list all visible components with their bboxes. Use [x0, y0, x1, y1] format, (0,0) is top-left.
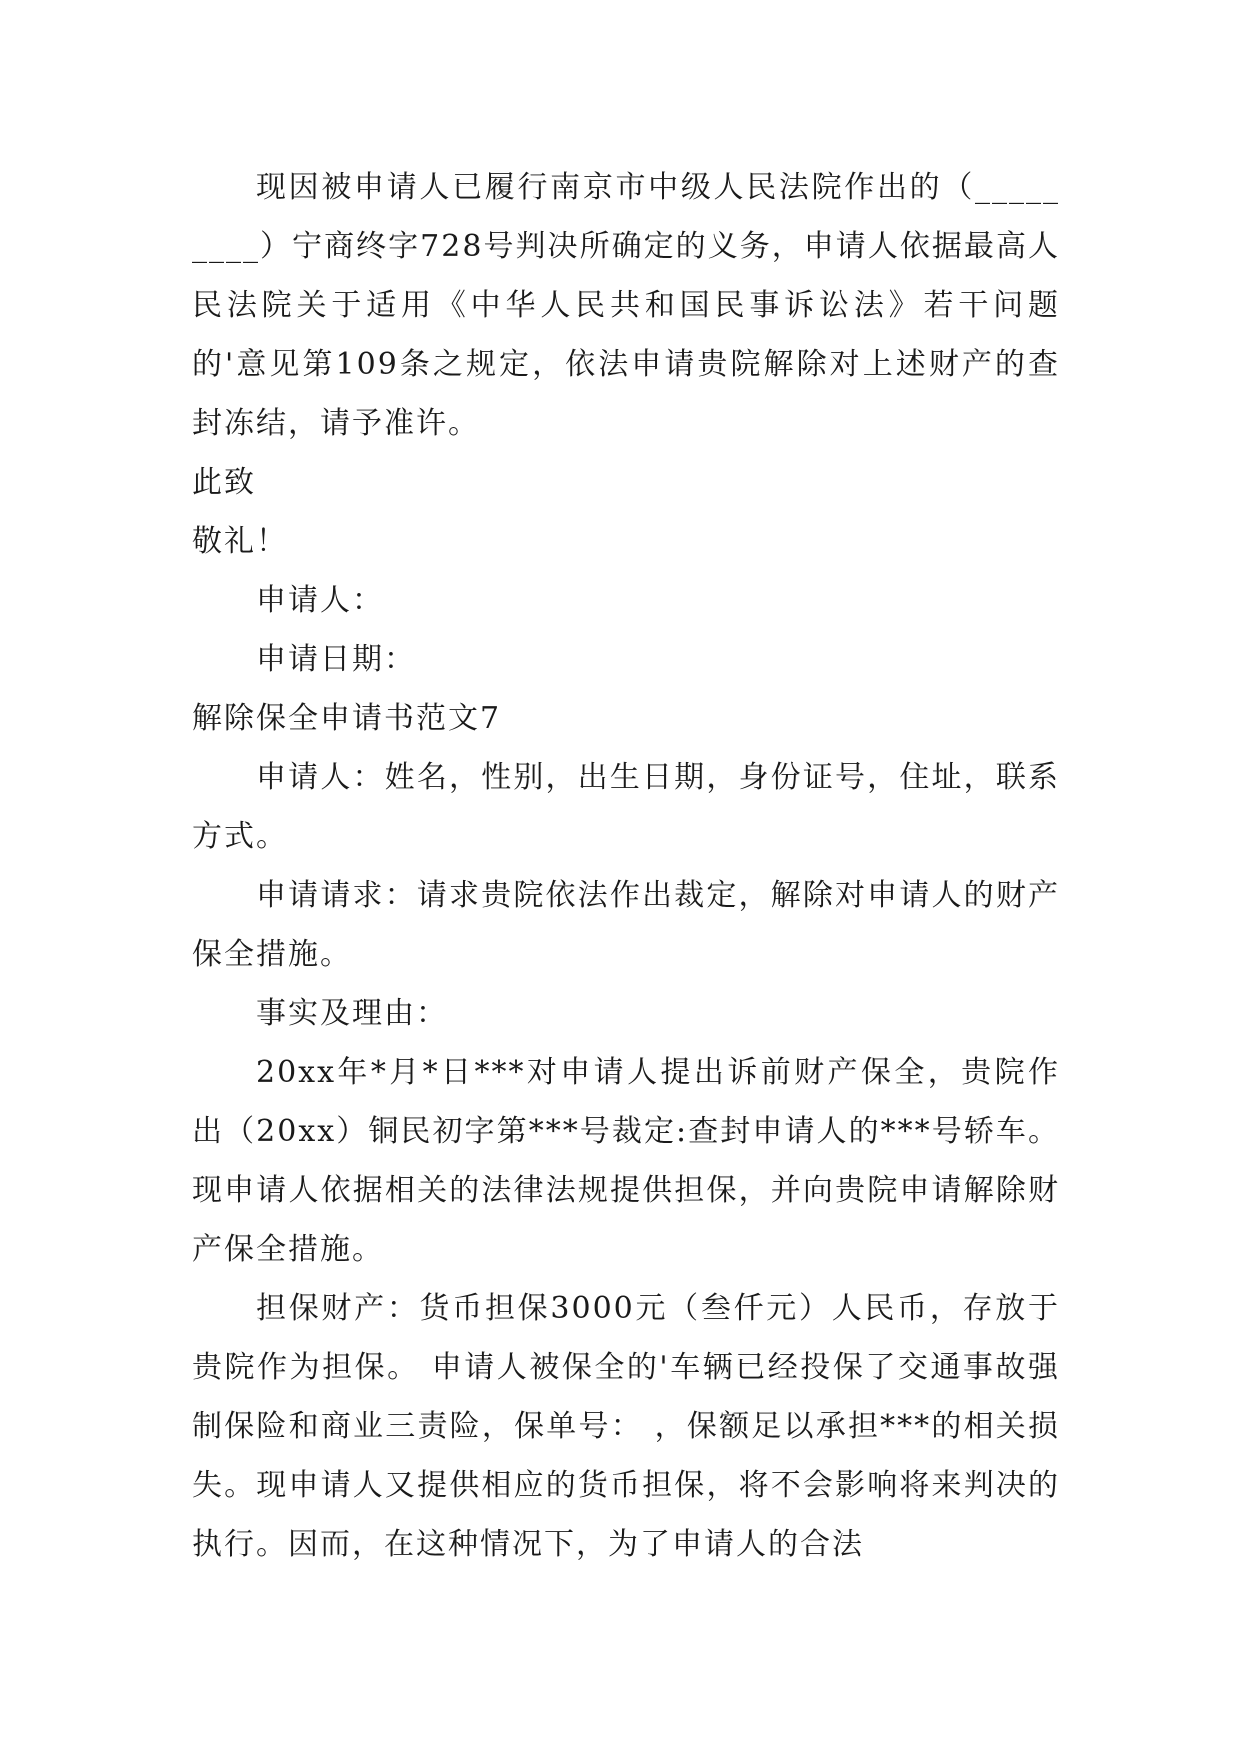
paragraph-request: 申请请求：请求贵院依法作出裁定，解除对申请人的财产保全措施。 — [192, 878, 1060, 972]
paragraph-applicant-signature: 申请人： — [256, 583, 384, 618]
section-title: 解除保全申请书范文7 — [192, 701, 502, 736]
paragraph-salutation: 此致 — [192, 465, 256, 500]
paragraph-applicant-info: 申请人：姓名，性别，出生日期，身份证号，住址，联系方式。 — [192, 760, 1060, 854]
paragraph-guarantee: 担保财产：货币担保3000元（叁仟元）人民币，存放于贵院作为担保。 申请人被保全的'车辆已经投保了交通事故强制保险和商业三责险，保单号： ，保额足以承担***的相关损失。现申请人又提供相应的货币担保，将不会影响将来判决的执行。因而，在这种情况下，为了申请人的合法 — [192, 1291, 1060, 1562]
paragraph-court-obligation: 现因被申请人已履行南京市中级人民法院作出的（_________）宁商终字728号判决所确定的义务，申请人依据最高人民法院关于适用《中华人民共和国民事诉讼法》若干问题的'意见第109条之规定，依法申请贵院解除对上述财产的查封冻结，请予准许。 — [192, 170, 1060, 441]
paragraph-application-date: 申请日期： — [256, 642, 416, 677]
document-body — [192, 158, 1060, 1574]
paragraph-facts-heading: 事实及理由： — [256, 996, 448, 1031]
paragraph-facts: 20xx年*月*日***对申请人提出诉前财产保全，贵院作出（20xx）铜民初字第***号裁定:查封申请人的***号轿车。现申请人依据相关的法律法规提供担保，并向贵院申请解除财产保全措施。 — [192, 1055, 1060, 1267]
paragraph-regards: 敬礼！ — [192, 524, 288, 559]
